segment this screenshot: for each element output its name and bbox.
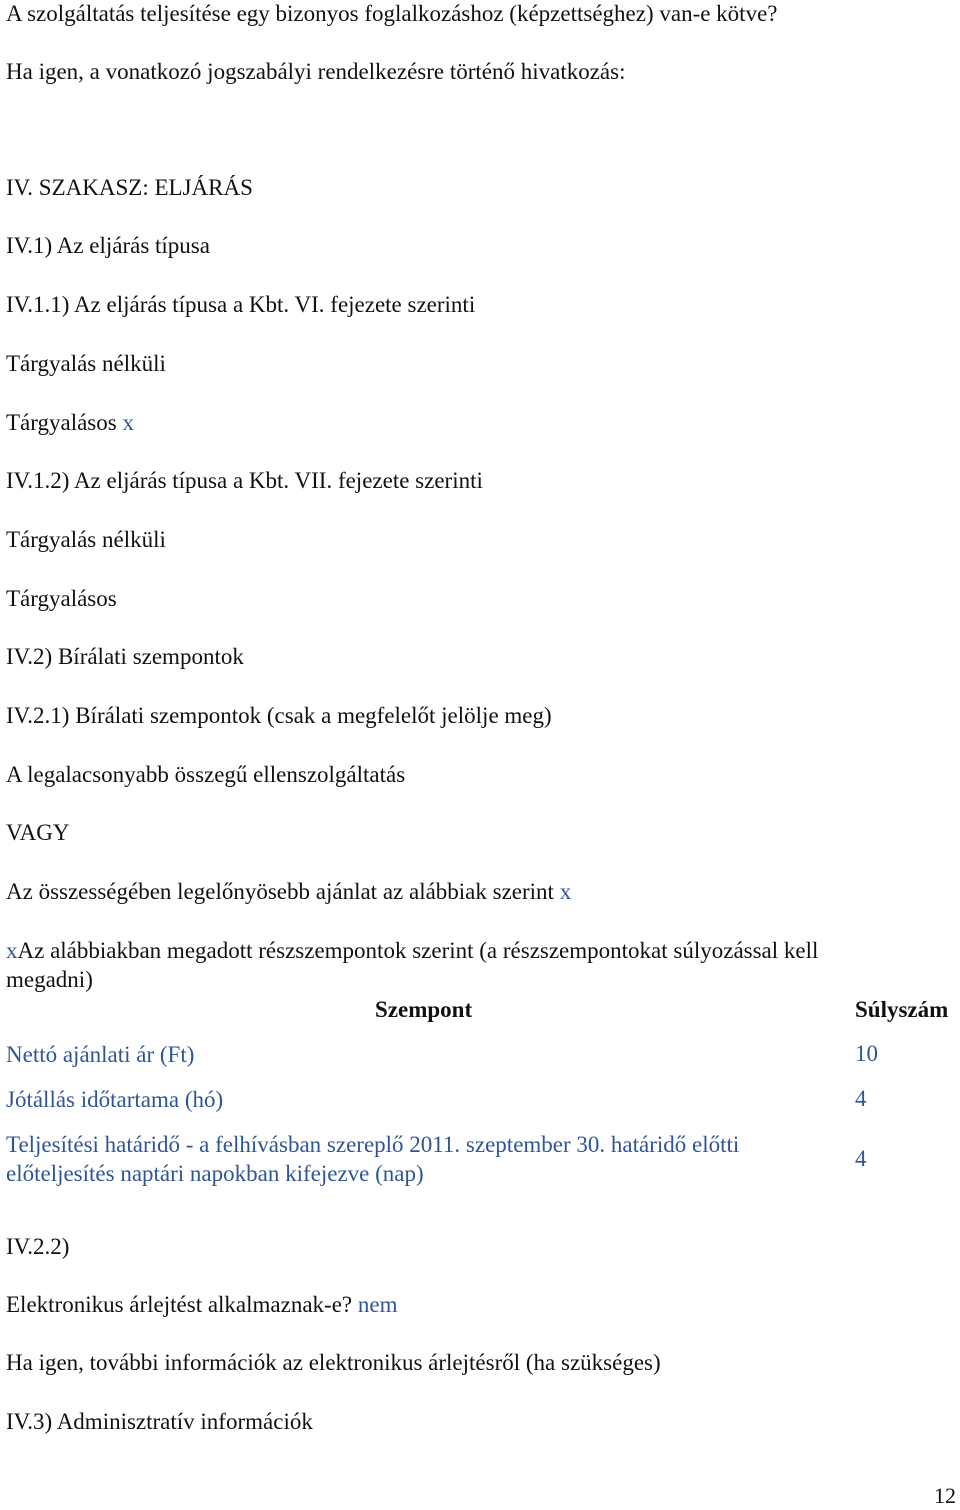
option-negotiated-1-label: Tárgyalásos xyxy=(6,410,117,435)
subsection-iv-3: IV.3) Adminisztratív információk xyxy=(6,1409,313,1434)
subcriteria-text: Az alábbiakban megadott részszempontok szerint (a részszempontokat súlyozással kell xyxy=(17,938,819,963)
table-header-criterion: Szempont xyxy=(375,997,473,1022)
option-negotiated-2: Tárgyalásos xyxy=(6,586,117,611)
table-header-weight: Súlyszám xyxy=(855,997,949,1022)
row-criterion: Jótállás időtartama (hó) xyxy=(6,1087,224,1112)
option-negotiated-1 xyxy=(6,409,134,437)
subsection-iv-1-2: IV.1.2) Az eljárás típusa a Kbt. VII. fejezete szerinti xyxy=(6,468,483,493)
eauction-question-label: Elektronikus árlejtést alkalmaznak-e? xyxy=(6,1292,353,1317)
intro-line-2: Ha igen, a vonatkozó jogszabályi rendelkezésre történő hivatkozás: xyxy=(6,59,626,84)
subcriteria-line-1 xyxy=(6,937,818,965)
eauction-info: Ha igen, további információk az elektronikus árlejtésről (ha szükséges) xyxy=(6,1350,661,1375)
page-number: 12 xyxy=(934,1483,956,1508)
or-label: VAGY xyxy=(6,820,70,845)
selected-mark: x xyxy=(122,410,134,435)
row-criterion: Nettó ajánlati ár (Ft) xyxy=(6,1042,195,1067)
subsection-iv-2-2: IV.2.2) xyxy=(6,1234,70,1259)
eauction-question xyxy=(6,1291,397,1319)
criterion-most-advantageous xyxy=(6,878,571,906)
criterion-most-advantageous-label: Az összességében legelőnyösebb ajánlat az alábbiak szerint xyxy=(6,879,554,904)
row-weight: 4 xyxy=(855,1146,867,1171)
section-title: IV. SZAKASZ: ELJÁRÁS xyxy=(6,175,253,200)
subsection-iv-2: IV.2) Bírálati szempontok xyxy=(6,644,244,669)
selected-mark: x xyxy=(559,879,572,904)
intro-line-1: A szolgáltatás teljesítése egy bizonyos foglalkozáshoz (képzettséghez) van-e kötve? xyxy=(6,1,778,26)
row-weight: 4 xyxy=(855,1086,867,1111)
row-criterion-line-2: előteljesítés naptári napokban kifejezve (nap) xyxy=(6,1161,424,1186)
option-without-negotiation-2: Tárgyalás nélküli xyxy=(6,527,166,552)
selected-mark: x xyxy=(6,938,18,963)
criterion-lowest-price: A legalacsonyabb összegű ellenszolgáltatás xyxy=(6,762,406,787)
row-weight: 10 xyxy=(855,1041,878,1066)
subcriteria-line-2: megadni) xyxy=(6,967,93,992)
subsection-iv-1-1: IV.1.1) Az eljárás típusa a Kbt. VI. fejezete szerinti xyxy=(6,292,476,317)
eauction-answer: nem xyxy=(357,1292,398,1317)
row-criterion-line-1: Teljesítési határidő - a felhívásban szereplő 2011. szeptember 30. határidő előtti xyxy=(6,1132,740,1157)
option-without-negotiation-1: Tárgyalás nélküli xyxy=(6,351,166,376)
subsection-iv-2-1: IV.2.1) Bírálati szempontok (csak a megfelelőt jelölje meg) xyxy=(6,703,552,728)
subsection-iv-1: IV.1) Az eljárás típusa xyxy=(6,233,210,258)
